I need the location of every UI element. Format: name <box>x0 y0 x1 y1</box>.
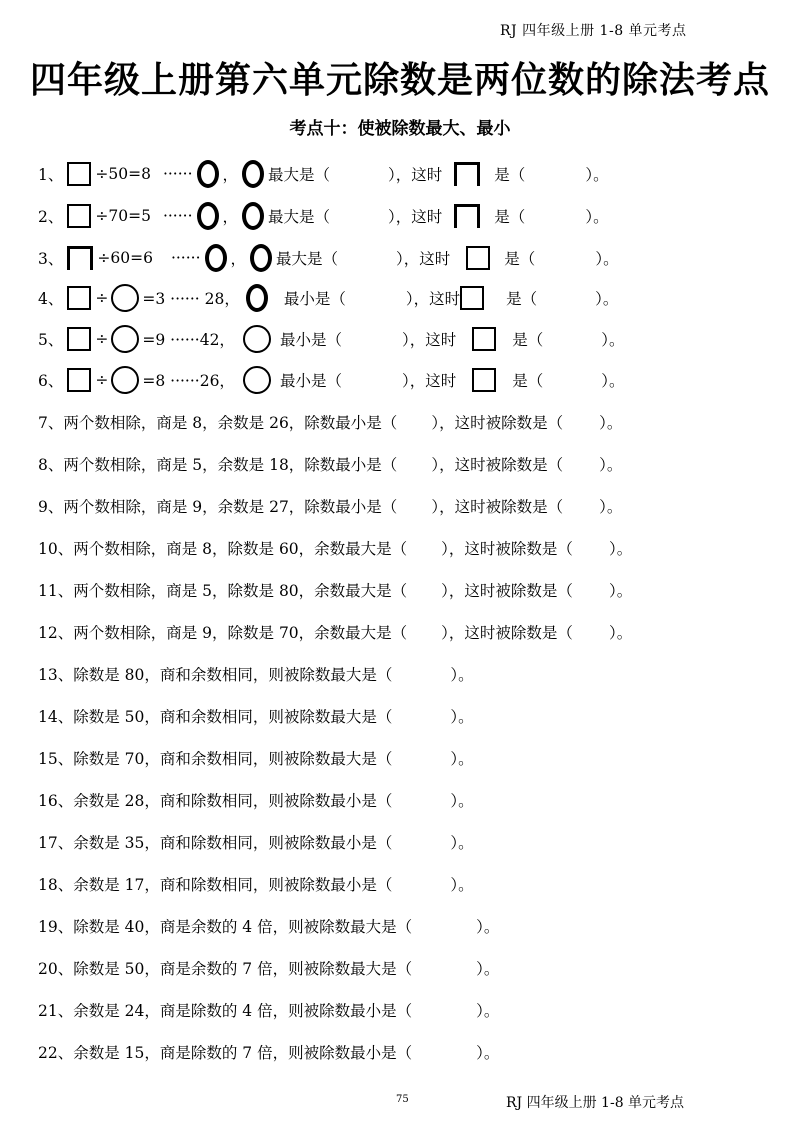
question-row <box>38 698 474 734</box>
operator: ÷ <box>95 330 109 348</box>
question-text: 10、两个数相除，商是 8，除数是 60，余数最大是（ <box>38 540 408 558</box>
operator: ÷ <box>95 371 109 389</box>
question-text: ）。 <box>476 1002 500 1020</box>
question-row <box>38 446 622 482</box>
question-text: 是（ <box>494 208 526 226</box>
question-text: ）。 <box>450 876 474 894</box>
question-text: 9、两个数相除，商是 9，余数是 27，除数最小是（ <box>38 498 398 516</box>
question-text: 20、除数是 50，商是余数的 7 倍，则被除数最大是（ <box>38 960 413 978</box>
question-row <box>38 950 499 986</box>
question-text: 8、两个数相除，商是 5，余数是 18，除数最小是（ <box>38 456 398 474</box>
section-subtitle: 考点十：使被除数最大、最小 <box>289 119 511 139</box>
remainder-circle[interactable] <box>242 160 264 188</box>
question-text: 11、两个数相除，商是 5，除数是 80，余数最大是（ <box>38 582 408 600</box>
question-text: ）。 <box>450 708 474 726</box>
remainder-circle[interactable] <box>197 202 219 230</box>
question-row <box>38 908 499 944</box>
question-number: 4、 <box>38 290 64 308</box>
division-text: ÷60=6 <box>97 249 153 267</box>
divisor-circle[interactable] <box>111 366 139 394</box>
question-row <box>38 656 474 692</box>
separator: ， <box>230 250 247 268</box>
question-text: ）。 <box>476 918 500 936</box>
question-text: ）。 <box>601 372 625 390</box>
question-row <box>38 740 474 776</box>
question-text: 22、余数是 15，商是除数的 7 倍，则被除数最小是（ <box>38 1044 413 1062</box>
ellipsis: ······ <box>162 207 193 225</box>
remainder-circle[interactable] <box>205 244 227 272</box>
answer-box[interactable] <box>67 246 93 270</box>
question-text: 最大是（ <box>276 250 339 268</box>
answer-box[interactable] <box>67 368 91 392</box>
running-header: RJ 四年级上册 1-8 单元考点 <box>500 23 687 39</box>
question-text: ），这时被除数是（ <box>441 582 573 600</box>
separator: ， <box>222 208 239 226</box>
question-text: ），这时被除数是（ <box>431 498 564 516</box>
question-text: ）。 <box>599 498 623 516</box>
question-row <box>38 198 609 234</box>
question-text: ），这时被除数是（ <box>431 414 564 432</box>
question-text: ）。 <box>450 666 474 684</box>
question-text: 是（ <box>494 166 526 184</box>
question-text: 16、余数是 28，商和除数相同，则被除数最小是（ <box>38 792 393 810</box>
answer-box[interactable] <box>67 204 91 228</box>
separator: ， <box>222 166 239 184</box>
question-number: 5、 <box>38 331 64 349</box>
question-text: 17、余数是 35，商和除数相同，则被除数最小是（ <box>38 834 393 852</box>
question-row <box>38 362 625 398</box>
answer-box[interactable] <box>460 286 484 310</box>
question-row <box>38 321 625 357</box>
answer-box[interactable] <box>472 368 496 392</box>
question-number: 6、 <box>38 372 64 390</box>
question-row <box>38 824 474 860</box>
question-text: ）。 <box>599 414 623 432</box>
answer-box[interactable] <box>466 246 490 270</box>
question-text: ）。 <box>476 960 500 978</box>
question-row <box>38 992 499 1028</box>
question-text: ），这时被除数是（ <box>441 624 573 642</box>
page-number: 75 <box>396 1094 409 1105</box>
question-text: 是（ <box>504 250 536 268</box>
question-row <box>38 530 632 566</box>
division-text: =9 ······42， <box>142 331 235 349</box>
question-number: 1、 <box>38 166 64 184</box>
question-text: ）。 <box>450 750 474 768</box>
running-footer: RJ 四年级上册 1-8 单元考点 <box>506 1095 685 1111</box>
question-row <box>38 1034 499 1070</box>
question-text: ），这时被除数是（ <box>431 456 564 474</box>
question-text: ），这时 <box>396 250 451 268</box>
question-text: ）。 <box>608 540 633 558</box>
question-row <box>38 156 609 192</box>
divisor-circle[interactable] <box>111 284 139 312</box>
question-text: 13、除数是 80，商和余数相同，则被除数最大是（ <box>38 666 393 684</box>
question-text: 12、两个数相除，商是 9，除数是 70，余数最大是（ <box>38 624 408 642</box>
divisor-circle[interactable] <box>111 325 139 353</box>
question-text: 19、除数是 40，商是余数的 4 倍，则被除数最大是（ <box>38 918 413 936</box>
question-text: ）。 <box>595 250 619 268</box>
question-text: 是（ <box>506 290 538 308</box>
answer-box[interactable] <box>454 204 480 228</box>
remainder-circle[interactable] <box>250 244 272 272</box>
question-text: ），这时被除数是（ <box>441 540 573 558</box>
ellipsis: ······ <box>170 249 201 267</box>
page-title: 四年级上册第六单元除数是两位数的除法考点 <box>29 60 770 101</box>
question-text: ）。 <box>585 208 609 226</box>
question-text: ）。 <box>450 792 474 810</box>
remainder-circle[interactable] <box>242 202 264 230</box>
division-text: ÷50=8 <box>95 165 151 183</box>
question-row <box>38 782 474 818</box>
question-text: 最小是（ <box>283 290 346 308</box>
question-text: 最大是（ <box>268 166 331 184</box>
division-text: =3 ······ 28， <box>142 290 240 308</box>
question-text: 14、除数是 50，商和余数相同，则被除数最大是（ <box>38 708 393 726</box>
question-row <box>38 614 632 650</box>
question-text: ）。 <box>608 624 633 642</box>
answer-box[interactable] <box>67 327 91 351</box>
question-text: ），这时 <box>388 208 443 226</box>
division-text: ÷70=5 <box>95 207 151 225</box>
question-text: ）。 <box>601 331 625 349</box>
question-text: 21、余数是 24，商是除数的 4 倍，则被除数最小是（ <box>38 1002 413 1020</box>
question-row <box>38 240 619 276</box>
question-text: 7、两个数相除，商是 8，余数是 26，除数最小是（ <box>38 414 398 432</box>
question-row <box>38 866 474 902</box>
operator: ÷ <box>95 289 109 307</box>
question-number: 3、 <box>38 250 64 268</box>
question-text: 18、余数是 17，商和除数相同，则被除数最小是（ <box>38 876 393 894</box>
question-text: 最小是（ <box>279 372 342 390</box>
answer-box[interactable] <box>67 286 91 310</box>
question-row <box>38 572 632 608</box>
answer-box[interactable] <box>472 327 496 351</box>
question-text: 最小是（ <box>279 331 342 349</box>
remainder-circle[interactable] <box>246 284 268 312</box>
question-text: ）。 <box>450 834 474 852</box>
question-text: ），这时 <box>388 166 443 184</box>
question-text: ）。 <box>599 456 623 474</box>
question-row <box>38 488 622 524</box>
question-text: ），这时 <box>401 331 457 349</box>
question-row <box>38 280 618 316</box>
question-text: ），这时 <box>401 372 457 390</box>
question-text: ）。 <box>476 1044 500 1062</box>
question-text: 是（ <box>512 331 544 349</box>
question-text: ）。 <box>595 290 619 308</box>
answer-box[interactable] <box>67 162 91 186</box>
ellipsis: ······ <box>162 165 193 183</box>
question-text: ）。 <box>585 166 609 184</box>
question-number: 2、 <box>38 208 64 226</box>
question-text: ）。 <box>608 582 633 600</box>
question-text: 最大是（ <box>268 208 331 226</box>
remainder-circle[interactable] <box>197 160 219 188</box>
division-text: =8 ······26， <box>142 372 235 390</box>
answer-box[interactable] <box>454 162 480 186</box>
question-row <box>38 404 622 440</box>
remainder-circle[interactable] <box>243 366 271 394</box>
question-text: 15、除数是 70，商和余数相同，则被除数最大是（ <box>38 750 393 768</box>
question-text: 是（ <box>512 372 544 390</box>
question-text: ），这时 <box>405 290 461 308</box>
remainder-circle[interactable] <box>243 325 271 353</box>
